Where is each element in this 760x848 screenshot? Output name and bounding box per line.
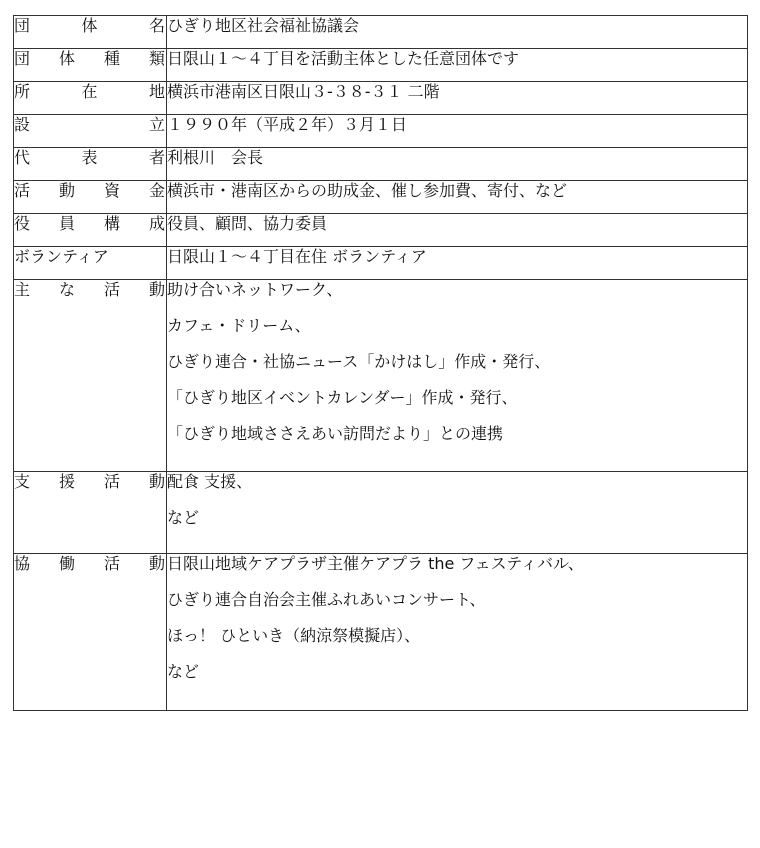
row-label: 団 体 名 bbox=[14, 16, 167, 49]
value-line: １９９０年（平成２年）３月１日 bbox=[167, 115, 408, 134]
row-collaborative-activities bbox=[14, 554, 748, 711]
row-value bbox=[167, 280, 748, 472]
value-line: 日限山１～４丁目を活動主体とした任意団体です bbox=[167, 49, 520, 68]
value-line: 配食 支援、 bbox=[167, 472, 253, 491]
value-line: 日限山１～４丁目在住 ボランティア bbox=[167, 247, 427, 266]
row-funding bbox=[14, 181, 748, 214]
row-officers bbox=[14, 214, 748, 247]
row-representative bbox=[14, 148, 748, 181]
row-label: 役 員 構 成 bbox=[14, 214, 167, 247]
row-value bbox=[167, 16, 748, 49]
value-line: 横浜市・港南区からの助成金、催し参加費、寄付、など bbox=[167, 181, 568, 200]
value-line: ほっ！ ひといき（納涼祭模擬店）、 bbox=[167, 626, 421, 645]
row-value bbox=[167, 554, 748, 711]
value-line: ひぎり連合・社協ニュース「かけはし」作成・発行、 bbox=[167, 352, 551, 371]
value-line: など bbox=[167, 662, 200, 681]
value-line: 「ひぎり地区イベントカレンダー」作成・発行、 bbox=[167, 388, 518, 407]
value-line: 横浜市港南区日限山３-３８-３１ 二階 bbox=[167, 82, 440, 101]
row-value bbox=[167, 49, 748, 82]
row-label: 協 働 活 動 bbox=[14, 554, 167, 711]
row-label: 活 動 資 金 bbox=[14, 181, 167, 214]
value-line: 利根川 会長 bbox=[167, 148, 264, 167]
row-value bbox=[167, 247, 748, 280]
row-address bbox=[14, 82, 748, 115]
row-label: 設 立 bbox=[14, 115, 167, 148]
row-support-activities bbox=[14, 472, 748, 554]
value-line: 日限山地域ケアプラザ主催ケアプラ the フェスティバル、 bbox=[167, 554, 584, 573]
value-line: 「ひぎり地域ささえあい訪問だより」との連携 bbox=[167, 424, 504, 443]
row-label: 支 援 活 動 bbox=[14, 472, 167, 554]
row-label: 代 表 者 bbox=[14, 148, 167, 181]
value-line: 助け合いネットワーク、 bbox=[167, 280, 343, 299]
row-value bbox=[167, 148, 748, 181]
row-label: 主 な 活 動 bbox=[14, 280, 167, 472]
organization-info-table bbox=[13, 15, 748, 711]
value-line: 役員、顧問、協力委員 bbox=[167, 214, 328, 233]
value-line: ひぎり地区社会福祉協議会 bbox=[167, 16, 360, 35]
row-organization-type bbox=[14, 49, 748, 82]
row-value bbox=[167, 214, 748, 247]
row-value bbox=[167, 181, 748, 214]
row-label: 団 体 種 類 bbox=[14, 49, 167, 82]
row-label: ボランティア bbox=[14, 247, 167, 280]
row-value bbox=[167, 82, 748, 115]
row-value bbox=[167, 472, 748, 554]
value-line: など bbox=[167, 508, 200, 527]
row-established bbox=[14, 115, 748, 148]
row-value bbox=[167, 115, 748, 148]
row-organization-name bbox=[14, 16, 748, 49]
row-label: 所 在 地 bbox=[14, 82, 167, 115]
row-volunteers bbox=[14, 247, 748, 280]
value-line: ひぎり連合自治会主催ふれあいコンサート、 bbox=[167, 590, 486, 609]
row-main-activities bbox=[14, 280, 748, 472]
value-line: カフェ・ドリーム、 bbox=[167, 316, 311, 335]
